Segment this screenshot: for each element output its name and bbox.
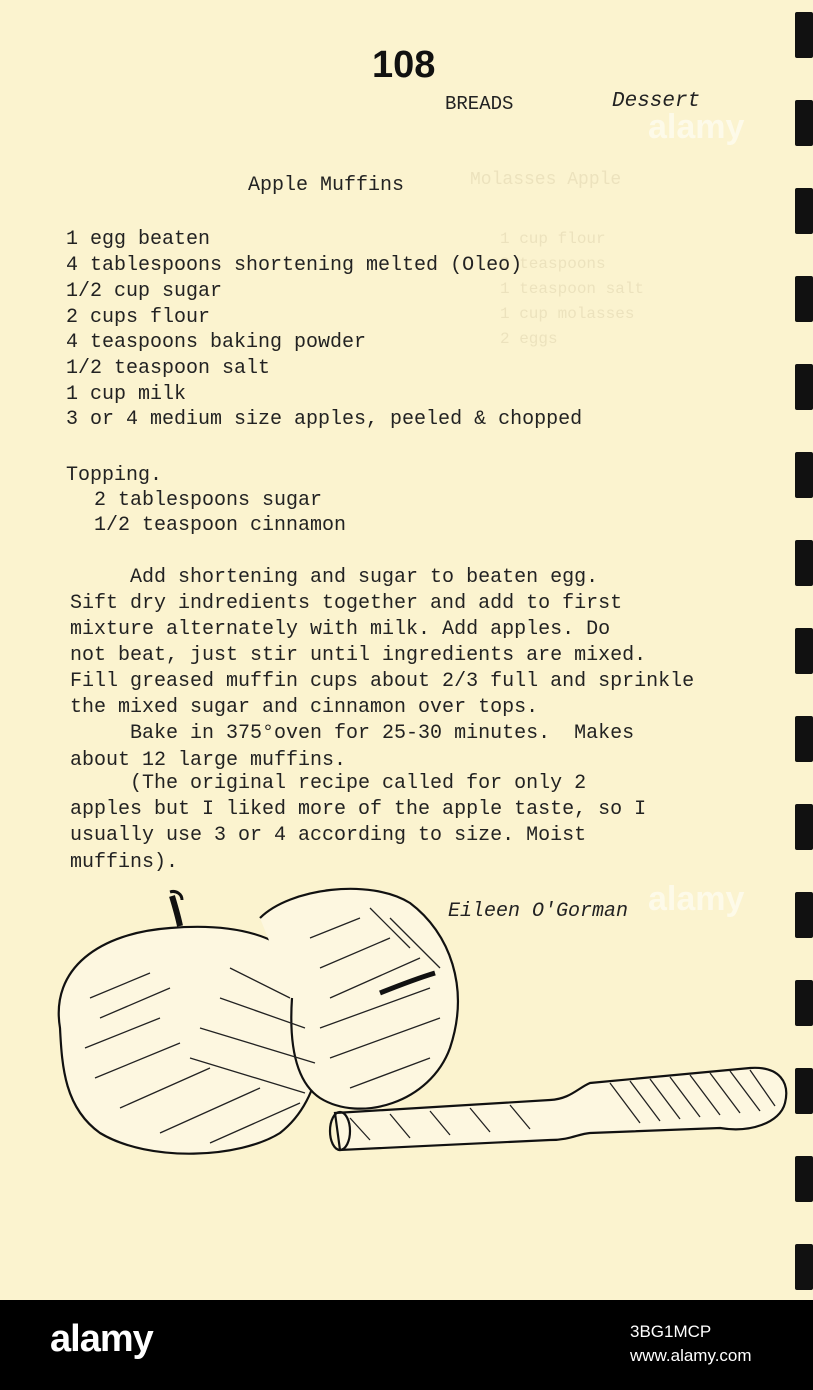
topping-line: 2 tablespoons sugar — [94, 489, 323, 512]
ingredient-line: 1 cup milk — [66, 383, 187, 406]
directions-line: Bake in 375°oven for 25-30 minutes. Makes — [70, 722, 635, 745]
binding-mark — [795, 804, 813, 850]
directions-line: usually use 3 or 4 according to size. Moist — [70, 824, 587, 847]
category-label: Dessert — [612, 90, 701, 113]
directions-line: Sift dry indredients together and add to first — [70, 592, 623, 615]
ingredient-line: 2 cups flour — [66, 306, 211, 329]
ingredient-line: 4 teaspoons baking powder — [66, 331, 367, 354]
ingredient-line: 1/2 cup sugar — [66, 280, 223, 303]
watermark: alamy — [648, 880, 745, 918]
binding-mark — [795, 892, 813, 938]
show-through-title: Molasses Apple — [470, 170, 622, 190]
binding-mark — [795, 628, 813, 674]
directions-line: (The original recipe called for only 2 — [70, 772, 587, 795]
page-number: 108 — [372, 44, 436, 86]
website-link[interactable]: www.alamy.com — [630, 1346, 752, 1365]
directions-line: about 12 large muffins. — [70, 749, 347, 772]
topping-heading: Topping. — [66, 464, 163, 487]
directions-line: not beat, just stir until ingredients are mixed. — [70, 644, 647, 667]
binding-mark — [795, 452, 813, 498]
directions-line: Fill greased muffin cups about 2/3 full and sprinkle — [70, 670, 695, 693]
binding-mark — [795, 12, 813, 58]
directions-line: apples but I liked more of the apple taste, so I — [70, 798, 647, 821]
binding-mark — [795, 980, 813, 1026]
show-through-line: 1 teaspoon salt — [500, 280, 645, 298]
alamy-logo: alamy — [50, 1318, 153, 1360]
topping-line: 1/2 teaspoon cinnamon — [94, 514, 347, 537]
ingredient-line: 4 tablespoons shortening melted (Oleo) — [66, 254, 523, 277]
ingredient-line: 3 or 4 medium size apples, peeled & chopped — [66, 408, 583, 431]
binding-mark — [795, 100, 813, 146]
image-id: 3BG1MCP — [630, 1322, 712, 1341]
ingredient-line: 1/2 teaspoon salt — [66, 357, 271, 380]
binding-mark — [795, 276, 813, 322]
binding-mark — [795, 1068, 813, 1114]
show-through-line: 1 cup molasses — [500, 305, 635, 323]
binding-mark — [795, 364, 813, 410]
apples-illustration — [30, 878, 790, 1168]
directions-line: the mixed sugar and cinnamon over tops. — [70, 696, 539, 719]
directions-line: muffins). — [70, 851, 179, 874]
show-through-line: 1 cup flour — [500, 230, 606, 248]
ingredient-line: 1 egg beaten — [66, 228, 211, 251]
binding-mark — [795, 1156, 813, 1202]
directions-line: Add shortening and sugar to beaten egg. — [70, 566, 599, 589]
binding-mark — [795, 188, 813, 234]
recipe-title: Apple Muffins — [248, 174, 405, 197]
author-signature: Eileen O'Gorman — [448, 900, 629, 923]
binding-mark — [795, 540, 813, 586]
show-through-line: 2 teaspoons — [500, 255, 606, 273]
binding-mark — [795, 1244, 813, 1290]
directions-line: mixture alternately with milk. Add apples. Do — [70, 618, 611, 641]
watermark: alamy — [648, 108, 745, 146]
binding-mark — [795, 716, 813, 762]
show-through-line: 2 eggs — [500, 330, 558, 348]
section-label: BREADS — [445, 93, 514, 115]
